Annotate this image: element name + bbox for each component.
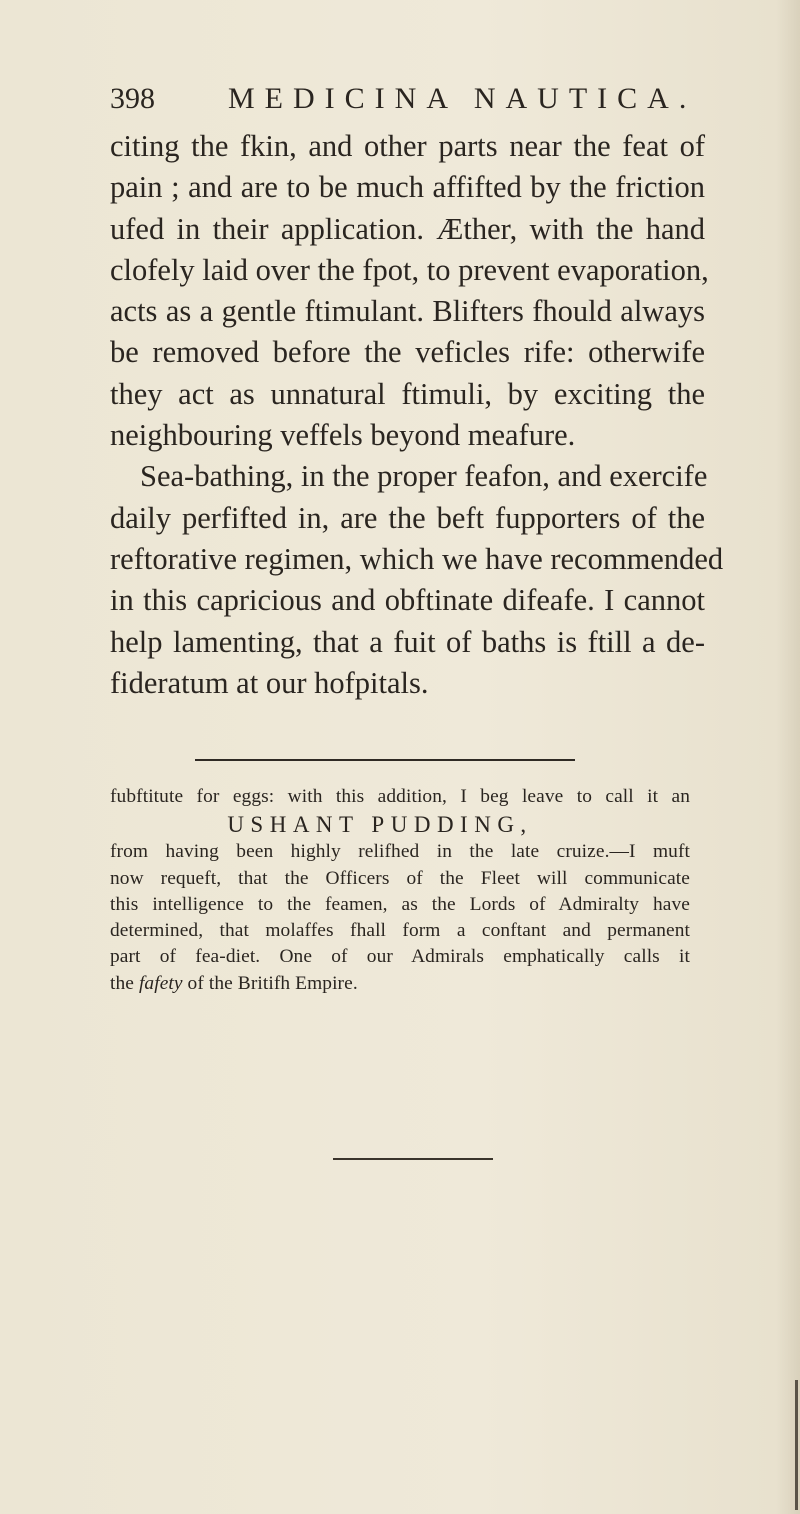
end-ornament-rule: [333, 1158, 493, 1160]
text-line: reftorative regimen, which we have recommended: [110, 541, 724, 576]
text-line: daily perfifted in, are the beft fupporters of the: [110, 500, 705, 535]
footnote-line: determined, that molaffes fhall form a conftant and permanent: [110, 920, 690, 942]
text-line: citing the fkin, and other parts near the feat of: [110, 129, 705, 163]
text-line: ufed in their application. Æther, with the hand: [110, 211, 705, 246]
main-text: [110, 126, 724, 704]
text-line: clofely laid over the fpot, to prevent evaporation,: [110, 252, 709, 287]
footnote-line: fubftitute for eggs: with this addition, I beg leave to call it an: [110, 786, 690, 807]
text-line: Sea-bathing, in the proper feafon, and exercife: [140, 459, 708, 494]
text-line: help lamenting, that a fuit of baths is ftill a de-: [110, 624, 705, 659]
text-line: be removed before the veficles rife: otherwife: [110, 335, 705, 370]
page-header: [110, 78, 697, 122]
text-line: acts as a gentle ftimulant. Blifters fhould always: [110, 294, 705, 329]
footnote: [110, 784, 690, 997]
running-title: MEDICINA NAUTICA.: [228, 82, 697, 115]
footnote-heading: USHANT PUDDING,: [227, 812, 533, 838]
text-line: neighbouring veffels beyond meafure.: [110, 418, 576, 453]
footnote-last-prefix: the: [110, 972, 139, 994]
footnote-line: part of fea-diet. One of our Admirals emphatically calls it: [110, 946, 690, 968]
page-edge-shadow: [795, 1380, 798, 1510]
footnote-separator-rule: [195, 759, 575, 761]
footnote-line: now requeft, that the Officers of the Fleet will communicate: [110, 867, 690, 889]
footnote-line: this intelligence to the feamen, as the Lords of Admiralty have: [110, 893, 690, 915]
paragraph-1: [110, 126, 709, 456]
page-number: 398: [110, 82, 155, 115]
footnote-line: from having been highly relifhed in the late cruize.—I muft: [110, 841, 690, 863]
text-line: fideratum at our hofpitals.: [110, 665, 429, 700]
text-line: pain ; and are to be much affifted by the friction: [110, 170, 705, 205]
paragraph-2: [110, 456, 724, 704]
text-line: in this capricious and obftinate difeafe. I cannot: [110, 583, 705, 618]
footnote-italic-word: fafety: [138, 972, 183, 994]
text-line: they act as unnatural ftimuli, by exciting the: [110, 376, 705, 411]
footnote-last-suffix: of the Britifh Empire.: [182, 972, 358, 994]
footnote-last-line: [110, 971, 690, 997]
